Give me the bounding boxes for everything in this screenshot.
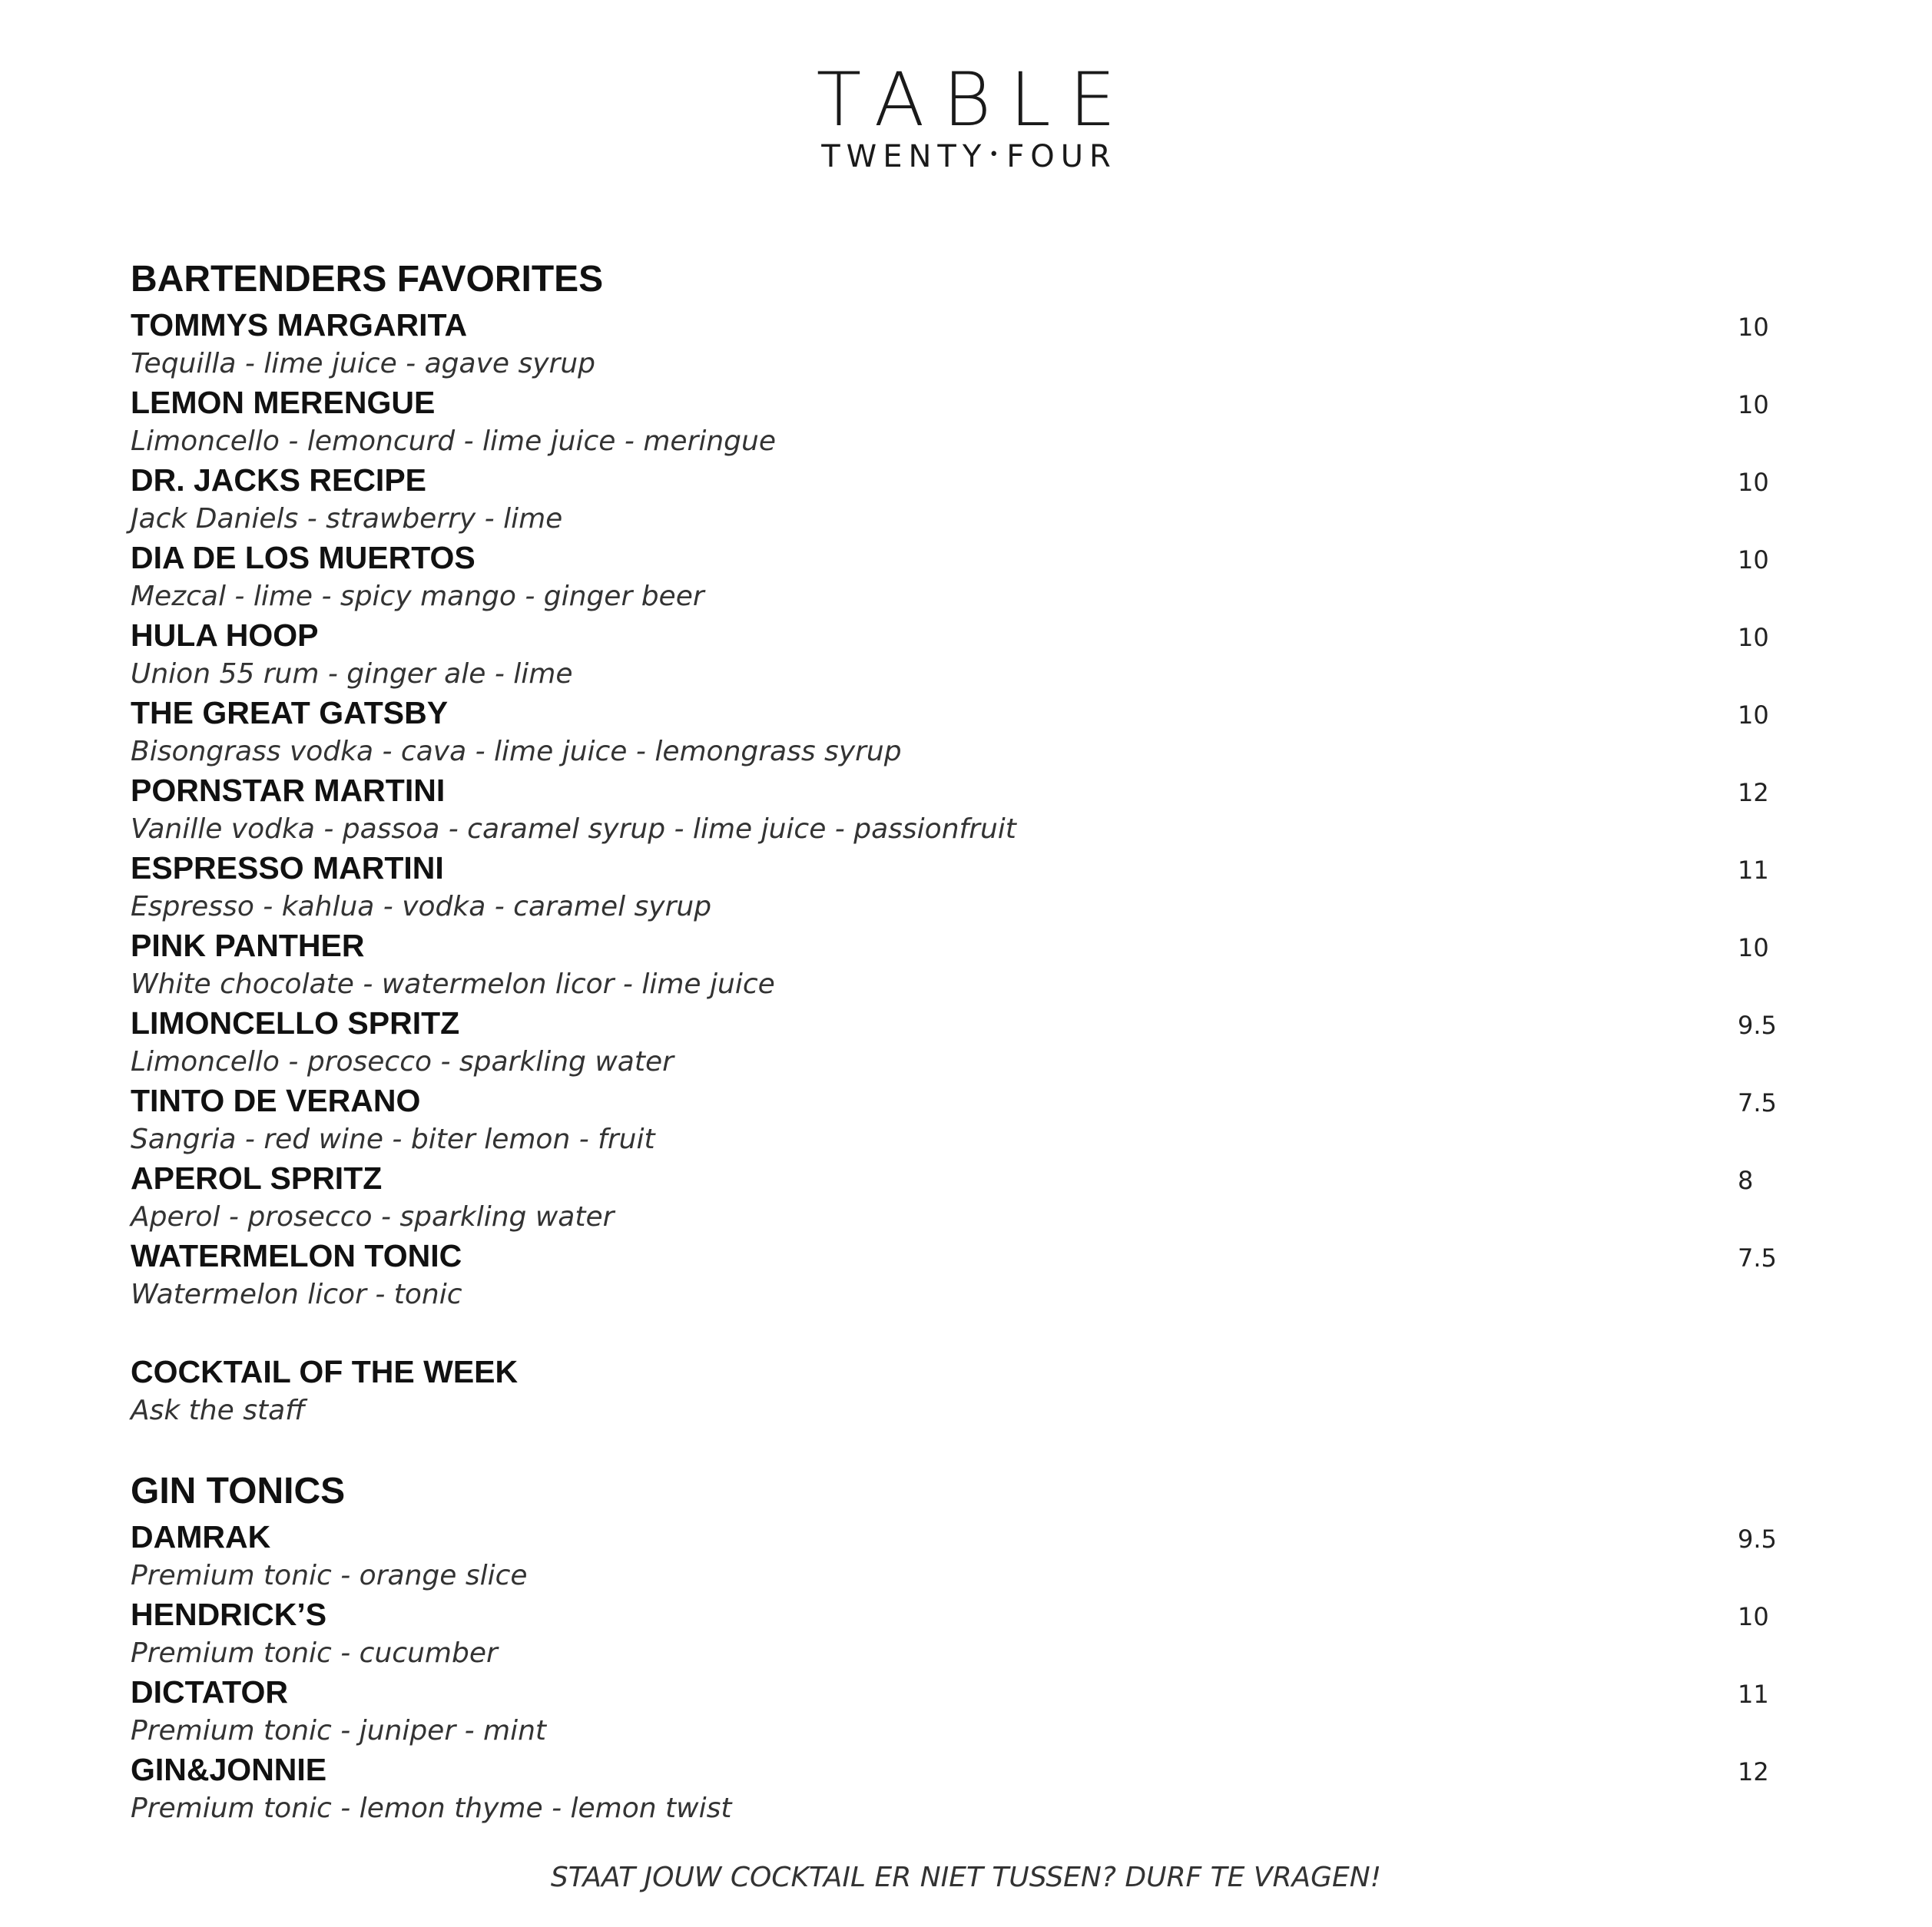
item-price: 10: [1738, 545, 1769, 574]
menu-item: [131, 771, 1782, 849]
item-name: GIN&JONNIE: [131, 1752, 327, 1787]
menu-item: [131, 538, 1782, 616]
item-price: 10: [1738, 468, 1769, 497]
menu-item: [131, 1518, 1782, 1595]
item-description: Premium tonic - juniper - mint: [131, 1715, 547, 1747]
item-description: Aperol - prosecco - sparkling water: [131, 1201, 615, 1233]
section-spacer: [131, 1314, 1782, 1353]
item-name: DR. JACKS RECIPE: [131, 462, 427, 498]
item-name: PINK PANTHER: [131, 928, 365, 963]
item-name: THE GREAT GATSBY: [131, 695, 449, 730]
menu-item: [131, 1237, 1782, 1314]
item-description: Premium tonic - cucumber: [131, 1637, 498, 1669]
item-price: 12: [1738, 1757, 1769, 1786]
item-name: WATERMELON TONIC: [131, 1238, 462, 1273]
menu-item: [131, 1673, 1782, 1750]
item-price: 8: [1738, 1166, 1754, 1195]
item-description: Mezcal - lime - spicy mango - ginger beer: [131, 581, 704, 612]
menu-item: [131, 1750, 1782, 1828]
item-name: APEROL SPRITZ: [131, 1161, 383, 1196]
section-title-gin-tonics: GIN TONICS: [131, 1471, 346, 1511]
logo-subtitle: [0, 141, 1932, 172]
item-name: ESPRESSO MARTINI: [131, 850, 444, 886]
item-name: DIA DE LOS MUERTOS: [131, 540, 476, 575]
item-price: 10: [1738, 1602, 1769, 1631]
item-price: 10: [1738, 313, 1769, 342]
menu-item: [131, 1081, 1782, 1159]
menu-item: [131, 694, 1782, 771]
item-price: 7.5: [1738, 1088, 1777, 1117]
menu-item: [131, 1159, 1782, 1237]
item-description: Tequilla - lime juice - agave syrup: [131, 348, 596, 379]
item-price: 9.5: [1738, 1525, 1777, 1554]
item-description: Limoncello - lemoncurd - lime juice - meringue: [131, 425, 776, 457]
menu-item: [131, 1004, 1782, 1081]
item-description: Premium tonic - orange slice: [131, 1560, 528, 1591]
menu-item: [131, 926, 1782, 1004]
item-description: Limoncello - prosecco - sparkling water: [131, 1046, 674, 1078]
menu-item: [131, 849, 1782, 926]
item-name: HULA HOOP: [131, 618, 319, 653]
item-price: 10: [1738, 390, 1769, 419]
item-description: Premium tonic - lemon thyme - lemon twist: [131, 1793, 732, 1824]
item-description: Espresso - kahlua - vodka - caramel syrup: [131, 891, 712, 922]
menu-item: [131, 461, 1782, 538]
item-name: COCKTAIL OF THE WEEK: [131, 1354, 519, 1389]
logo-subtitle-left: TWENTY: [821, 139, 988, 174]
cocktail-of-the-week: [131, 1353, 1782, 1430]
restaurant-logo: [0, 57, 1932, 174]
logo-title: TABLE: [816, 57, 1135, 143]
item-name: DAMRAK: [131, 1519, 271, 1555]
item-price: 12: [1738, 778, 1769, 807]
item-description: Vanille vodka - passoa - caramel syrup - lime juice - passionfruit: [131, 813, 1016, 845]
item-price: 7.5: [1738, 1243, 1777, 1273]
item-name: LIMONCELLO SPRITZ: [131, 1005, 460, 1041]
item-description: Jack Daniels - strawberry - lime: [131, 503, 563, 535]
menu-list: [131, 253, 1782, 1828]
item-description: Sangria - red wine - biter lemon - fruit: [131, 1124, 655, 1155]
menu-item: [131, 383, 1782, 461]
logo-separator-icon: •: [989, 145, 1006, 164]
item-description: Watermelon licor - tonic: [131, 1279, 462, 1310]
item-price: 9.5: [1738, 1011, 1777, 1040]
item-name: TINTO DE VERANO: [131, 1083, 421, 1118]
item-name: PORNSTAR MARTINI: [131, 773, 446, 808]
item-price: 10: [1738, 700, 1769, 730]
menu-item: [131, 616, 1782, 694]
footer-note: STAAT JOUW COCKTAIL ER NIET TUSSEN? DURF TE VRAGEN!: [550, 1862, 1382, 1893]
item-name: HENDRICK’S: [131, 1597, 327, 1632]
menu-item: [131, 306, 1782, 383]
section-spacer: [131, 1430, 1782, 1465]
item-description: Union 55 rum - ginger ale - lime: [131, 658, 573, 690]
item-price: 10: [1738, 623, 1769, 652]
item-description: White chocolate - watermelon licor - lime juice: [131, 968, 775, 1000]
item-description: Ask the staff: [131, 1395, 306, 1426]
logo-subtitle-right: FOUR: [1006, 139, 1117, 174]
item-description: Bisongrass vodka - cava - lime juice - lemongrass syrup: [131, 736, 902, 767]
item-price: 11: [1738, 1680, 1769, 1709]
menu-item: [131, 1595, 1782, 1673]
item-price: 11: [1738, 856, 1769, 885]
item-name: DICTATOR: [131, 1674, 288, 1710]
section-title-bartenders-favorites: BARTENDERS FAVORITES: [131, 259, 604, 300]
item-price: 10: [1738, 933, 1769, 962]
item-name: LEMON MERENGUE: [131, 385, 436, 420]
item-name: TOMMYS MARGARITA: [131, 307, 468, 343]
